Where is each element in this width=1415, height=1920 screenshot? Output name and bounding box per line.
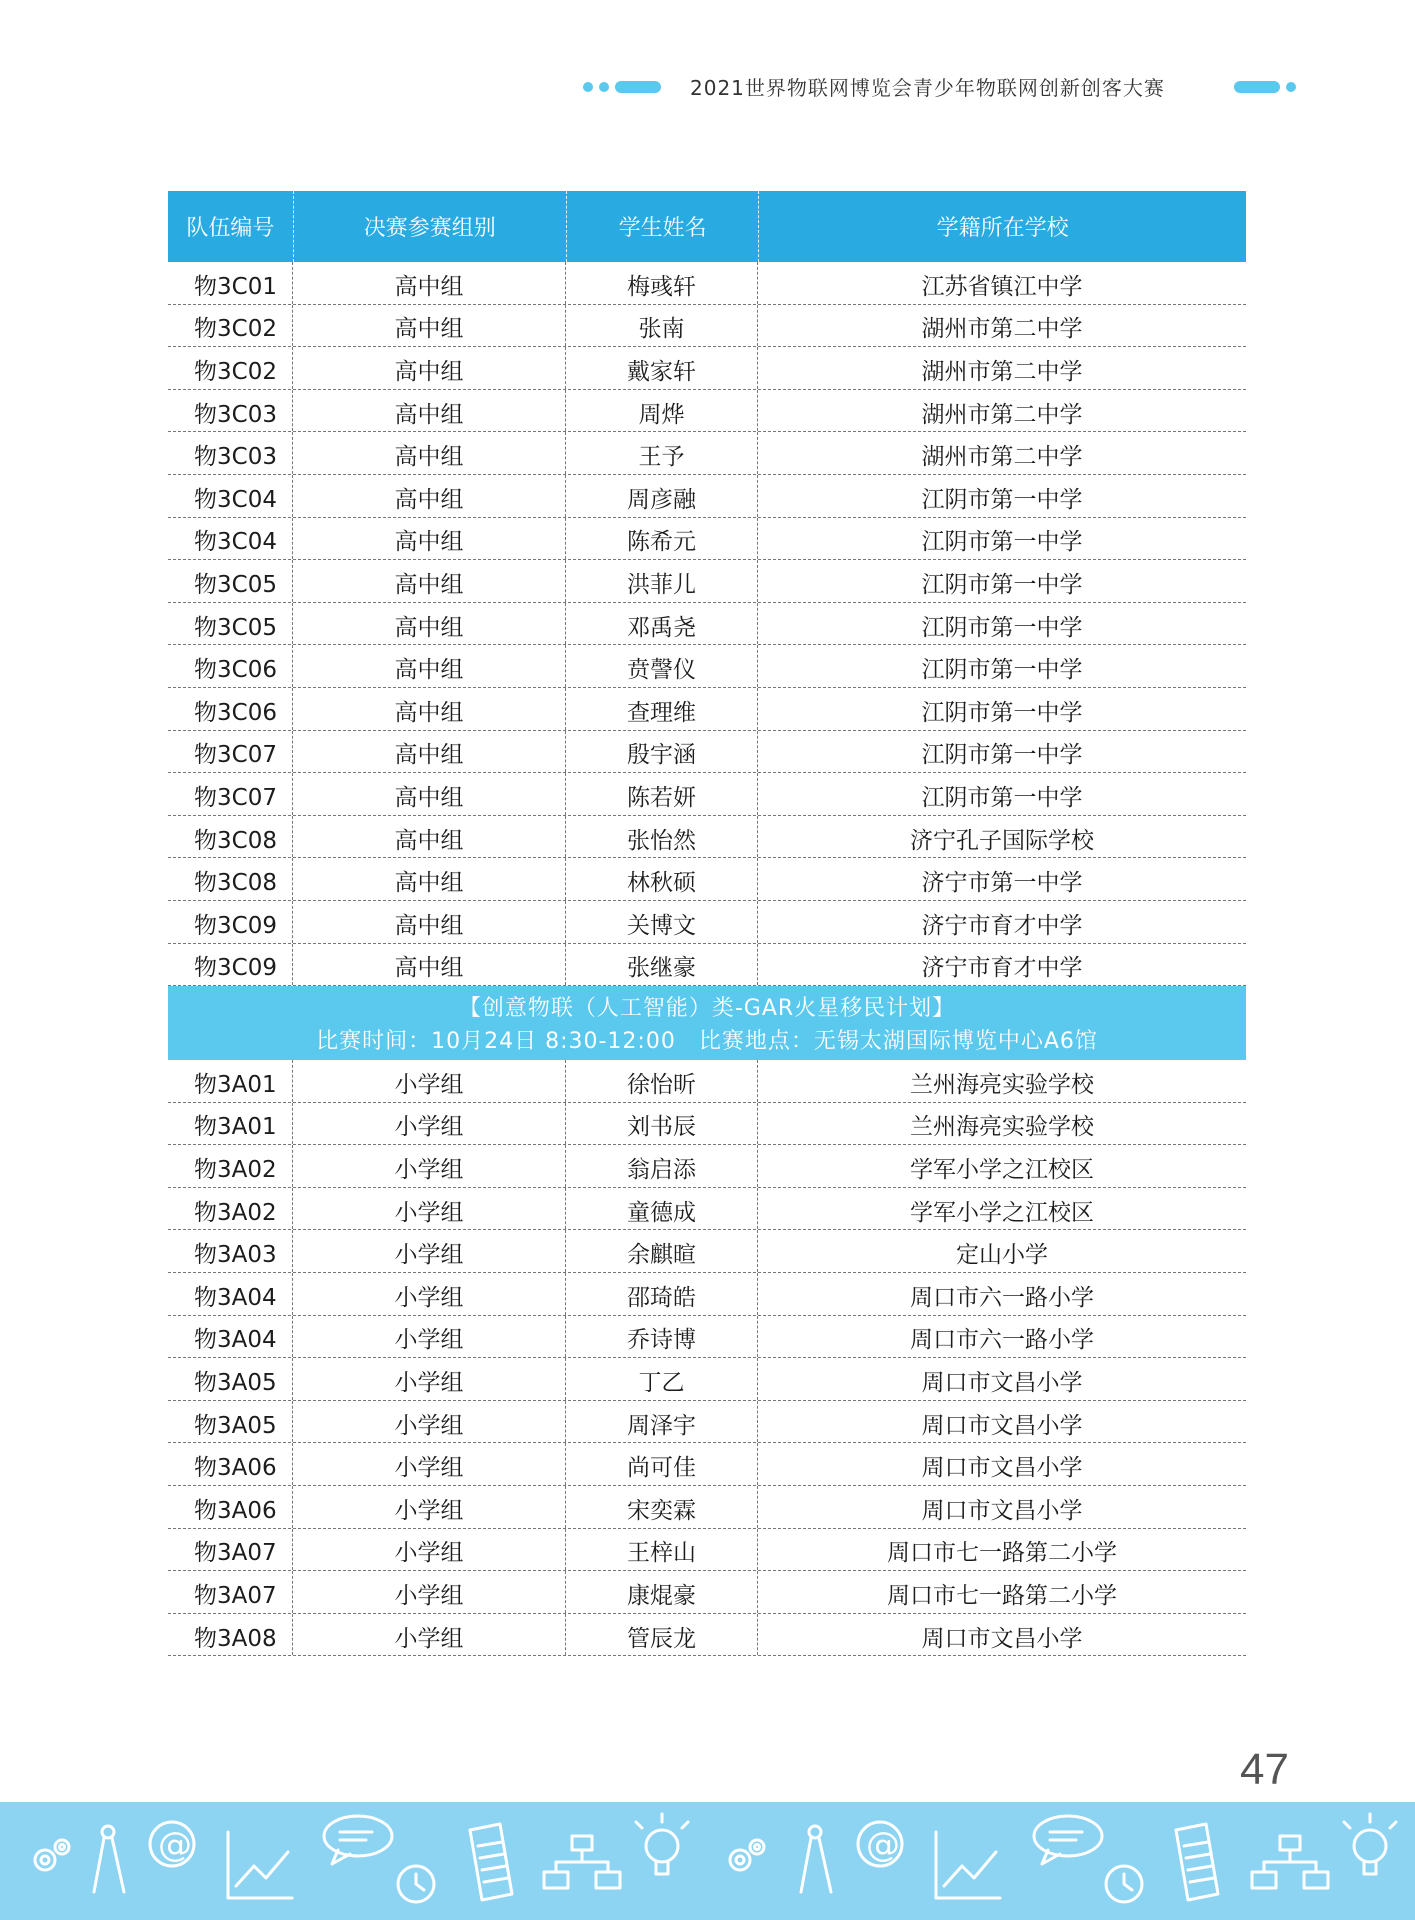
table-row	[168, 816, 1246, 859]
chart-icon	[228, 1832, 292, 1898]
table-row	[168, 1145, 1246, 1188]
cell-team-id: 物3A01	[168, 1060, 293, 1102]
cell-student-name: 梅彧轩	[566, 262, 758, 304]
cell-student-name: 戴家轩	[566, 347, 758, 389]
table-row	[168, 645, 1246, 688]
table-row	[168, 731, 1246, 774]
section-title: 【创意物联（人工智能）类-GAR火星移民计划】	[458, 996, 956, 1022]
cell-school: 江苏省镇江中学	[921, 273, 1083, 300]
table-body-top	[168, 262, 1246, 986]
cell-student-name: 殷宇涵	[566, 731, 758, 773]
cell-student-name: 乔诗博	[566, 1316, 758, 1358]
table-row	[168, 432, 1246, 475]
cell-school: 济宁市第一中学	[921, 870, 1083, 897]
cell-team-id: 物3C03	[168, 432, 293, 474]
table-row	[168, 944, 1246, 987]
cell-school: 江阴市第一中学	[921, 529, 1083, 556]
cell-student-name: 邵琦皓	[566, 1273, 758, 1315]
table-row	[168, 688, 1246, 731]
cell-group: 高中组	[293, 901, 566, 943]
compass-icon	[94, 1826, 124, 1892]
cell-group: 高中组	[293, 347, 566, 389]
flowchart-icon	[1252, 1836, 1328, 1888]
table-row	[168, 475, 1246, 518]
cell-school: 江阴市第一中学	[921, 614, 1083, 641]
table-row	[168, 773, 1246, 816]
cell-team-id: 物3C08	[168, 858, 293, 900]
table-row	[168, 1529, 1246, 1572]
cell-school: 周口市文昌小学	[921, 1455, 1083, 1482]
cell-student-name: 刘书辰	[566, 1103, 758, 1145]
cell-student-name: 丁乙	[566, 1358, 758, 1400]
cell-team-id: 物3C05	[168, 560, 293, 602]
cell-team-id: 物3A02	[168, 1145, 293, 1187]
chart-icon	[936, 1832, 1000, 1898]
gear-icon	[35, 1840, 69, 1870]
cell-school: 江阴市第一中学	[921, 742, 1083, 769]
table-row	[168, 1443, 1246, 1486]
cell-student-name: 宋奕霖	[566, 1486, 758, 1528]
cell-group: 高中组	[293, 688, 566, 730]
cell-student-name: 张南	[566, 305, 758, 347]
cell-school: 兰州海亮实验学校	[910, 1071, 1094, 1098]
cell-team-id: 物3C06	[168, 688, 293, 730]
cell-student-name: 周泽宇	[566, 1401, 758, 1443]
cell-group: 高中组	[293, 305, 566, 347]
cell-student-name: 翁启添	[566, 1145, 758, 1187]
decor-pill	[1234, 81, 1280, 93]
cell-team-id: 物3A02	[168, 1188, 293, 1230]
clock-icon	[1106, 1866, 1142, 1902]
cell-student-name: 王梓山	[566, 1529, 758, 1571]
table-row	[168, 603, 1246, 646]
column-header-team-id: 队伍编号	[168, 191, 294, 262]
cell-team-id: 物3C02	[168, 305, 293, 347]
section-schedule: 比赛时间：10月24日 8:30-12:00 比赛地点：无锡太湖国际博览中心A6馆	[316, 1029, 1098, 1055]
table-row	[168, 1060, 1246, 1103]
cell-team-id: 物3C03	[168, 390, 293, 432]
header-decoration-left	[583, 81, 661, 93]
column-header-student-name: 学生姓名	[567, 191, 759, 262]
cell-group: 小学组	[293, 1316, 566, 1358]
cell-group: 高中组	[293, 262, 566, 304]
cell-group: 高中组	[293, 475, 566, 517]
table-row	[168, 1273, 1246, 1316]
cell-team-id: 物3C09	[168, 944, 293, 986]
lightbulb-icon	[636, 1814, 688, 1874]
cell-group: 小学组	[293, 1060, 566, 1102]
decor-dot	[1286, 82, 1296, 92]
column-header-school: 学籍所在学校	[936, 216, 1069, 241]
cell-student-name: 关博文	[566, 901, 758, 943]
speech-bubble-icon	[324, 1816, 392, 1864]
cell-team-id: 物3C06	[168, 645, 293, 687]
cell-school: 湖州市第二中学	[921, 444, 1083, 471]
cell-group: 高中组	[293, 816, 566, 858]
cell-team-id: 物3A05	[168, 1358, 293, 1400]
table-row	[168, 560, 1246, 603]
cell-school: 周口市六一路小学	[910, 1327, 1094, 1354]
cell-group: 高中组	[293, 432, 566, 474]
compass-icon	[801, 1826, 831, 1892]
cell-group: 小学组	[293, 1401, 566, 1443]
cell-team-id: 物3C08	[168, 816, 293, 858]
lightbulb-icon	[1344, 1814, 1396, 1874]
participants-table	[168, 191, 1246, 1656]
table-row	[168, 305, 1246, 348]
page-number: 47	[1240, 1745, 1289, 1794]
cell-school: 周口市文昌小学	[921, 1497, 1083, 1524]
table-row	[168, 1486, 1246, 1529]
cell-school: 周口市文昌小学	[921, 1370, 1083, 1397]
clock-icon	[398, 1866, 434, 1902]
cell-group: 高中组	[293, 390, 566, 432]
cell-school: 江阴市第一中学	[921, 571, 1083, 598]
cell-school: 学军小学之江校区	[910, 1199, 1094, 1226]
cell-team-id: 物3A07	[168, 1529, 293, 1571]
cell-team-id: 物3C02	[168, 347, 293, 389]
cell-team-id: 物3A07	[168, 1571, 293, 1613]
cell-group: 高中组	[293, 518, 566, 560]
cell-group: 高中组	[293, 773, 566, 815]
decor-dot	[599, 82, 609, 92]
cell-group: 小学组	[293, 1103, 566, 1145]
table-row	[168, 1103, 1246, 1146]
cell-team-id: 物3A08	[168, 1614, 293, 1656]
cell-student-name: 陈若妍	[566, 773, 758, 815]
cell-group: 小学组	[293, 1358, 566, 1400]
table-row	[168, 1230, 1246, 1273]
cell-group: 小学组	[293, 1188, 566, 1230]
cell-team-id: 物3C01	[168, 262, 293, 304]
flowchart-icon	[544, 1836, 620, 1888]
cell-team-id: 物3C09	[168, 901, 293, 943]
cell-school: 定山小学	[956, 1242, 1048, 1269]
cell-school: 周口市七一路第二小学	[887, 1583, 1117, 1610]
cell-team-id: 物3A04	[168, 1273, 293, 1315]
cell-team-id: 物3A04	[168, 1316, 293, 1358]
cell-team-id: 物3A06	[168, 1486, 293, 1528]
document-icon	[470, 1824, 512, 1900]
cell-group: 小学组	[293, 1571, 566, 1613]
cell-student-name: 林秋硕	[566, 858, 758, 900]
cell-team-id: 物3A03	[168, 1230, 293, 1272]
cell-school: 江阴市第一中学	[921, 486, 1083, 513]
cell-group: 小学组	[293, 1443, 566, 1485]
cell-team-id: 物3C07	[168, 731, 293, 773]
cell-school: 湖州市第二中学	[921, 401, 1083, 428]
cell-student-name: 贲謦仪	[566, 645, 758, 687]
header-title: 2021世界物联网博览会青少年物联网创新创客大赛	[690, 76, 1165, 100]
cell-group: 高中组	[293, 731, 566, 773]
cell-group: 小学组	[293, 1273, 566, 1315]
table-row	[168, 1571, 1246, 1614]
svg-text:@: @	[158, 1825, 192, 1865]
cell-group: 高中组	[293, 560, 566, 602]
cell-school: 周口市文昌小学	[921, 1412, 1083, 1439]
cell-group: 小学组	[293, 1230, 566, 1272]
cell-team-id: 物3C04	[168, 475, 293, 517]
cell-student-name: 管辰龙	[566, 1614, 758, 1656]
document-icon	[1176, 1824, 1218, 1900]
cell-student-name: 张继豪	[566, 944, 758, 986]
cell-student-name: 张怡然	[566, 816, 758, 858]
cell-team-id: 物3A01	[168, 1103, 293, 1145]
table-row	[168, 262, 1246, 305]
cell-student-name: 余麒暄	[566, 1230, 758, 1272]
cell-group: 小学组	[293, 1614, 566, 1656]
decor-dot	[583, 82, 593, 92]
cell-group: 小学组	[293, 1486, 566, 1528]
cell-group: 高中组	[293, 944, 566, 986]
cell-team-id: 物3C04	[168, 518, 293, 560]
cell-school: 学军小学之江校区	[910, 1157, 1094, 1184]
cell-school: 周口市六一路小学	[910, 1284, 1094, 1311]
cell-team-id: 物3C05	[168, 603, 293, 645]
decor-pill	[615, 81, 661, 93]
speech-bubble-icon	[1034, 1816, 1102, 1864]
cell-group: 高中组	[293, 603, 566, 645]
cell-student-name: 周烨	[566, 390, 758, 432]
cell-student-name: 陈希元	[566, 518, 758, 560]
table-row	[168, 1358, 1246, 1401]
table-row	[168, 1614, 1246, 1657]
cell-student-name: 王予	[566, 432, 758, 474]
header-decoration-right	[1234, 81, 1296, 93]
cell-school: 湖州市第二中学	[921, 316, 1083, 343]
table-body-bottom	[168, 1060, 1246, 1656]
cell-team-id: 物3A06	[168, 1443, 293, 1485]
cell-student-name: 查理维	[566, 688, 758, 730]
cell-school: 周口市文昌小学	[921, 1625, 1083, 1652]
gear-icon	[730, 1840, 764, 1870]
cell-school: 江阴市第一中学	[921, 699, 1083, 726]
cell-team-id: 物3C07	[168, 773, 293, 815]
cell-student-name: 徐怡昕	[566, 1060, 758, 1102]
table-row	[168, 518, 1246, 561]
cell-group: 高中组	[293, 645, 566, 687]
cell-school: 济宁市育才中学	[921, 912, 1083, 939]
table-row	[168, 347, 1246, 390]
cell-group: 小学组	[293, 1145, 566, 1187]
cell-student-name: 洪菲儿	[566, 560, 758, 602]
cell-student-name: 康焜豪	[566, 1571, 758, 1613]
cell-school: 湖州市第二中学	[921, 358, 1083, 385]
at-icon	[150, 1822, 194, 1866]
cell-school: 济宁孔子国际学校	[910, 827, 1094, 854]
table-header	[168, 191, 1246, 262]
table-row	[168, 901, 1246, 944]
cell-school: 兰州海亮实验学校	[910, 1114, 1094, 1141]
cell-school: 江阴市第一中学	[921, 784, 1083, 811]
table-row	[168, 1188, 1246, 1231]
cell-school: 江阴市第一中学	[921, 657, 1083, 684]
cell-group: 小学组	[293, 1529, 566, 1571]
cell-school: 济宁市育才中学	[921, 955, 1083, 982]
cell-student-name: 邓禹尧	[566, 603, 758, 645]
cell-student-name: 尚可佳	[566, 1443, 758, 1485]
svg-text:@: @	[866, 1825, 900, 1865]
cell-team-id: 物3A05	[168, 1401, 293, 1443]
table-row	[168, 1316, 1246, 1359]
table-row	[168, 1401, 1246, 1444]
table-row	[168, 858, 1246, 901]
section-banner	[168, 986, 1246, 1060]
cell-group: 高中组	[293, 858, 566, 900]
footer-decoration	[0, 1802, 1415, 1920]
cell-school: 周口市七一路第二小学	[887, 1540, 1117, 1567]
table-row	[168, 390, 1246, 433]
column-header-group: 决赛参赛组别	[294, 191, 567, 262]
cell-student-name: 周彦融	[566, 475, 758, 517]
at-icon	[858, 1822, 902, 1866]
cell-student-name: 童德成	[566, 1188, 758, 1230]
